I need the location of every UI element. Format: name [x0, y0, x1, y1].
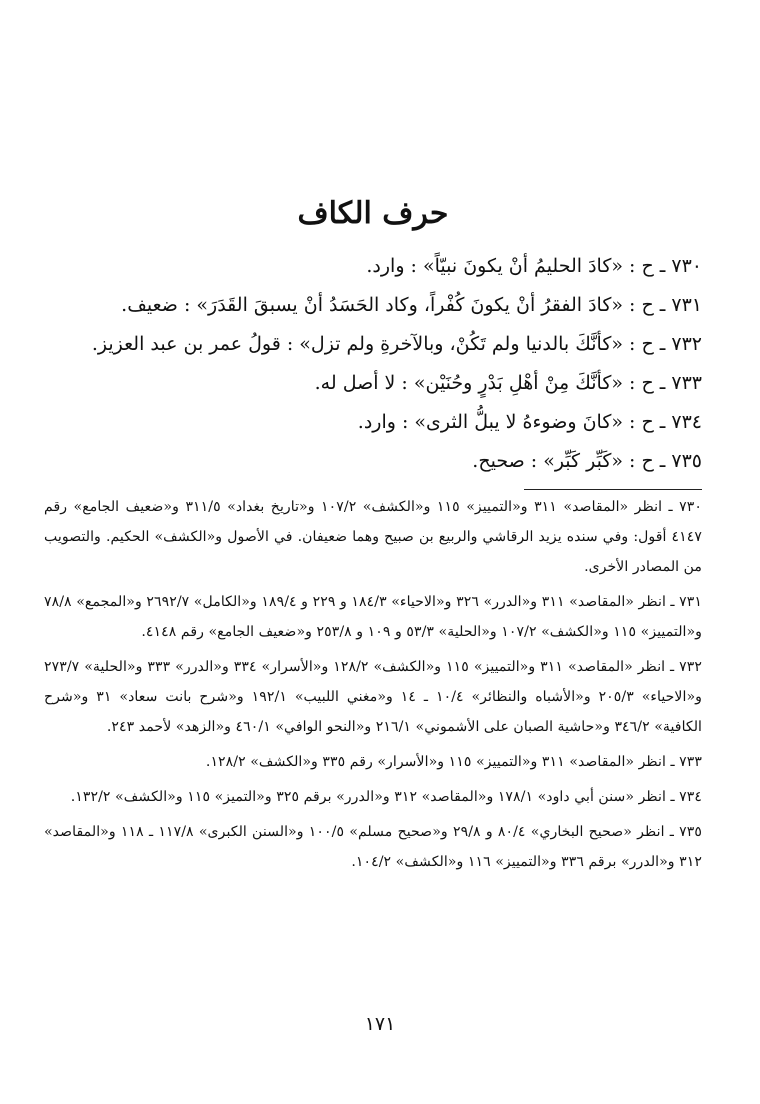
entry-text: «كانَ وضوءهُ لا يبلُّ الثرى» : وارد. — [357, 411, 624, 433]
entry-number: ٧٣٣ ـ ح : — [629, 372, 702, 394]
entry-number: ٧٣٥ ـ ح : — [629, 450, 702, 472]
entry-text: «كادَ الفقرُ أنْ يكونَ كُفْراً، وكاد الحَسَدُ أنْ يسبقَ القَدَرَ» : ضعيف. — [121, 294, 624, 316]
entry — [44, 442, 702, 481]
entry — [44, 325, 702, 364]
entry-text: «كادَ الحليمُ أنْ يكونَ نبيّاً» : وارد. — [366, 255, 624, 277]
footnote: ٧٣٣ ـ انظر «المقاصد» ٣١١ و«التمييز» ١١٥ و«الأسرار» رقم ٣٣٥ و«الكشف» ١٢٨/٢. — [205, 754, 702, 770]
entry-text: «كأنَّكَ بالدنيا ولم تَكُنْ، وبالآخرةِ ولم تزل» : قولُ عمر بن عبد العزيز. — [91, 333, 624, 355]
footnote-divider — [524, 489, 702, 490]
entry — [44, 403, 702, 442]
entry-number: ٧٣٠ ـ ح : — [629, 255, 702, 277]
page-number: ١٧١ — [364, 1013, 396, 1035]
footnote: ٧٣٢ ـ انظر «المقاصد» ٣١١ و«التمييز» ١١٥ و«الكشف» ١٢٨/٢ و«الأسرار» ٣٣٤ و«الدرر» ٣٣٣ و«الحلية» ٢٧٣/٧ و«الاحياء» ٢٠٥/٣ و«الأشباه والنظائر» ١٠/٤ ـ ١٤ و«مغني اللبيب» ١٩٢/١ و«شرح بانت سعاد» ٣١ و«شرح الكافية» ٣٤٦/٢ و«حاشية الصبان على الأشموني» ٢١٦/١ و«النحو الوافي» ٤٦٠/١ و«الزهد» لأحمد ٢٤٣. — [44, 659, 702, 735]
footnotes — [44, 492, 702, 877]
entry-number: ٧٣٤ ـ ح : — [629, 411, 702, 433]
footnote: ٧٣١ ـ انظر «المقاصد» ٣١١ و«الدرر» ٣٢٦ و«الاحياء» ١٨٤/٣ و ٢٢٩ و ١٨٩/٤ و«الكامل» ٢٦٩٢/٧ و«المجمع» ٧٨/٨ و«التمييز» ١١٥ و«الكشف» ١٠٧/٢ و«الحلية» ٥٣/٣ و ١٠٩ و ٢٥٣/٨ و«ضعيف الجامع» رقم ٤١٤٨. — [44, 594, 703, 640]
entry — [44, 286, 702, 325]
entry-number: ٧٣٢ ـ ح : — [629, 333, 702, 355]
footnote: ٧٣٥ ـ انظر «صحيح البخاري» ٨٠/٤ و ٢٩/٨ و«صحيح مسلم» ١٠٠/٥ و«السنن الكبرى» ١١٧/٨ ـ ١١٨ و«المقاصد» ٣١٢ و«الدرر» برقم ٣٣٦ و«التمييز» ١١٦ و«الكشف» ١٠٤/٢. — [44, 824, 702, 870]
entry-text: «كَبِّر كَبِّر» : صحيح. — [472, 450, 624, 472]
entry-list — [44, 247, 702, 481]
entry — [44, 247, 702, 286]
entry-number: ٧٣١ ـ ح : — [629, 294, 702, 316]
entry — [44, 364, 702, 403]
footnote: ٧٣٠ ـ انظر «المقاصد» ٣١١ و«التمييز» ١١٥ و«الكشف» ١٠٧/٢ و«تاريخ بغداد» ٣١١/٥ و«ضعيف الجامع» رقم ٤١٤٧ أقول: وفي سنده يزيد الرقاشي والربيع بن صبيح وهما ضعيفان. في الأصول و«الكشف» الحكيم. والتصويب من المصادر الأخرى. — [44, 499, 702, 575]
entry-text: «كأنَّكَ مِنْ أهْلِ بَدْرٍ وحُنَيْن» : لا أصل له. — [314, 372, 624, 394]
section-title: حرف الكاف — [297, 196, 449, 231]
footnote: ٧٣٤ ـ انظر «سنن أبي داود» ١٧٨/١ و«المقاصد» ٣١٢ و«الدرر» برقم ٣٢٥ و«التميز» ١١٥ و«الكشف» ١٣٢/٢. — [70, 789, 702, 805]
